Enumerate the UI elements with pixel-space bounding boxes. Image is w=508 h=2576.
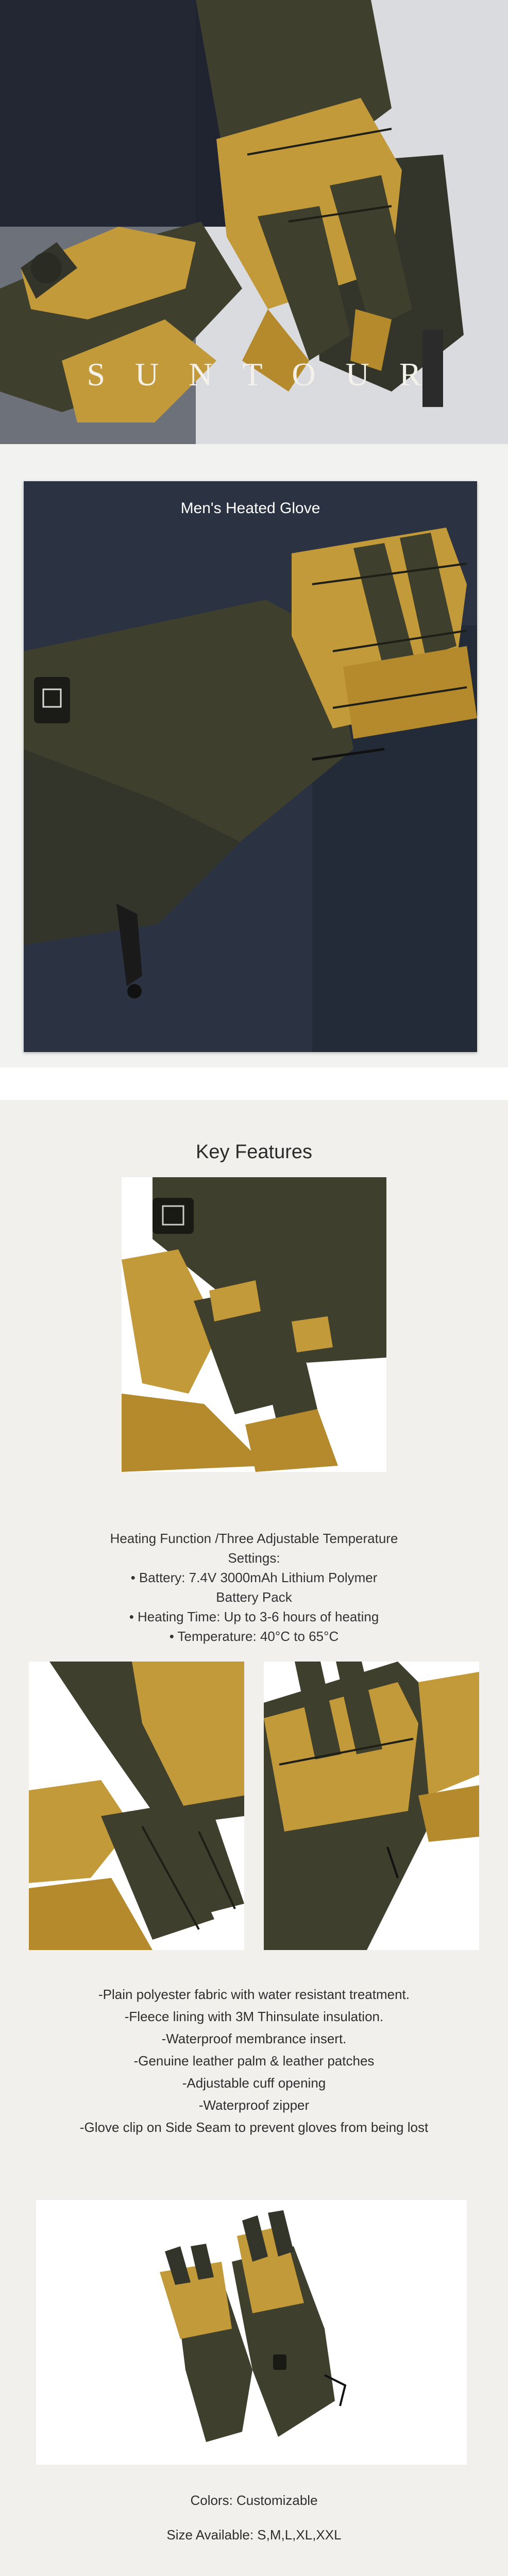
feature-item: -Waterproof zipper — [198, 2097, 310, 2113]
heating-function-heading: Heating Function /Three Adjustable Temperature — [110, 1531, 398, 1546]
heated-glove-section — [0, 444, 508, 1067]
spec-temperature: • Temperature: 40°C to 65°C — [169, 1629, 339, 1644]
spec-battery-cont: Battery Pack — [216, 1589, 292, 1605]
spec-battery: • Battery: 7.4V 3000mAh Lithium Polymer — [130, 1570, 378, 1585]
feature-item: -Adjustable cuff opening — [182, 2075, 326, 2091]
brand-logo-text: SUNTOUR — [87, 356, 451, 393]
glove-pair-image — [36, 2200, 467, 2465]
feature-item: -Glove clip on Side Seam to prevent gloves from being lost — [79, 2120, 429, 2135]
key-features-section — [0, 1100, 508, 2576]
heated-glove-image — [24, 481, 477, 1052]
spec-heating-time: • Heating Time: Up to 3-6 hours of heating — [129, 1609, 379, 1624]
heated-glove-title: Men's Heated Glove — [180, 500, 320, 517]
glove-back-photo — [264, 1662, 479, 1950]
hero-banner — [0, 0, 508, 444]
feature-item: -Plain polyester fabric with water resistant treatment. — [98, 1987, 410, 2002]
feature-item: -Waterproof membrance insert. — [161, 2031, 347, 2046]
glove-closeup-image — [122, 1177, 386, 1472]
key-features-title: Key Features — [196, 1141, 312, 1163]
glove-palm-photo — [29, 1662, 244, 1950]
heated-glove-photo-frame — [24, 481, 477, 1052]
settings-label: Settings: — [228, 1550, 280, 1566]
glove-back-image — [264, 1662, 479, 1950]
features-list — [0, 1984, 508, 2139]
feature-item: -Genuine leather palm & leather patches — [133, 2053, 375, 2069]
glove-palm-image — [29, 1662, 244, 1950]
heating-specs-list — [0, 1568, 508, 1646]
feature-item: -Fleece lining with 3M Thinsulate insulation. — [124, 2009, 384, 2024]
colors-info: Colors: Customizable — [190, 2493, 318, 2508]
glove-pair-photo — [36, 2200, 467, 2465]
sizes-info: Size Available: S,M,L,XL,XXL — [166, 2527, 342, 2543]
glove-closeup-photo — [122, 1177, 386, 1472]
